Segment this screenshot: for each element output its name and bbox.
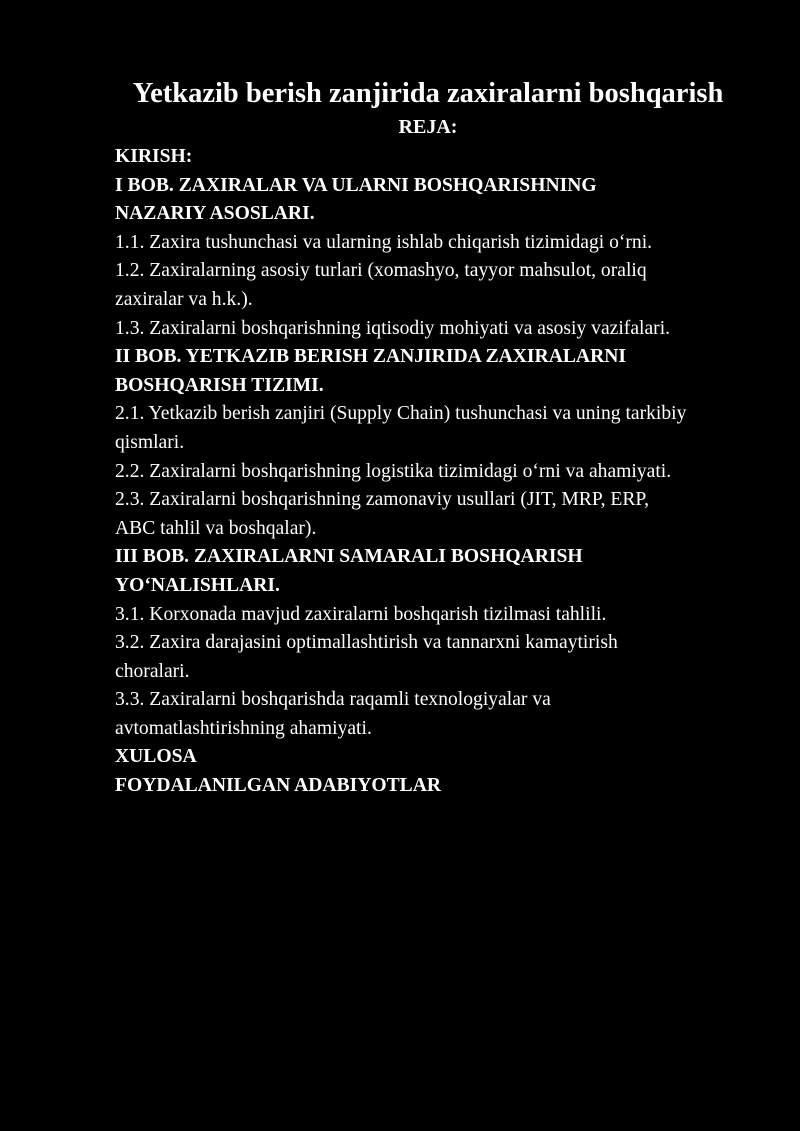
toc-item: 2.3. Zaxiralarni boshqarishning zamonaviy usullari (JIT, MRP, ERP, — [115, 489, 650, 511]
toc-item: 2.1. Yetkazib berish zanjiri (Supply Chain) tushunchasi va uning tarkibiy — [115, 403, 687, 425]
toc-item: 3.2. Zaxira darajasini optimallashtirish va tannarxni kamaytirish — [115, 632, 618, 654]
toc-item: 3.3. Zaxiralarni boshqarishda raqamli texnologiyalar va — [115, 689, 551, 711]
toc-item: 1.1. Zaxira tushunchasi va ularning ishlab chiqarish tizimidagi o‘rni. — [115, 231, 653, 253]
toc-heading: III BOB. ZAXIRALARNI SAMARALI BOSHQARISH — [115, 546, 583, 568]
table-of-contents — [115, 143, 755, 801]
toc-heading: YO‘NALISHLARI. — [115, 574, 280, 596]
toc-heading: XULOSA — [115, 746, 197, 768]
toc-item: 2.2. Zaxiralarni boshqarishning logistika tizimidagi o‘rni va ahamiyati. — [115, 460, 672, 482]
toc-item: choralari. — [115, 660, 190, 682]
toc-heading: I BOB. ZAXIRALAR VA ULARNI BOSHQARISHNING — [115, 174, 597, 196]
toc-item: 1.2. Zaxiralarning asosiy turlari (xomashyo, tayyor mahsulot, oraliq — [115, 260, 647, 282]
toc-item: 3.1. Korxonada mavjud zaxiralarni boshqarish tizilmasi tahlili. — [115, 603, 607, 625]
toc-item: zaxiralar va h.k.). — [115, 288, 253, 310]
toc-item: qismlari. — [115, 431, 185, 453]
toc-heading: KIRISH: — [115, 146, 193, 167]
toc-heading: NAZARIY ASOSLARI. — [115, 203, 315, 225]
toc-heading: II BOB. YETKAZIB BERISH ZANJIRIDA ZAXIRALARNI — [115, 346, 627, 368]
toc-item: 1.3. Zaxiralarni boshqarishning iqtisodiy mohiyati va asosiy vazifalari. — [115, 317, 671, 339]
toc-item: ABC tahlil va boshqalar). — [115, 517, 317, 539]
toc-heading: FOYDALANILGAN ADABIYOTLAR — [115, 775, 442, 797]
toc-item: avtomatlashtirishning ahamiyati. — [115, 717, 372, 739]
document-title: Yetkazib berish zanjirida zaxiralarni boshqarish — [132, 78, 724, 109]
document-subtitle: REJA: — [398, 116, 458, 138]
toc-heading: BOSHQARISH TIZIMI. — [115, 374, 324, 396]
